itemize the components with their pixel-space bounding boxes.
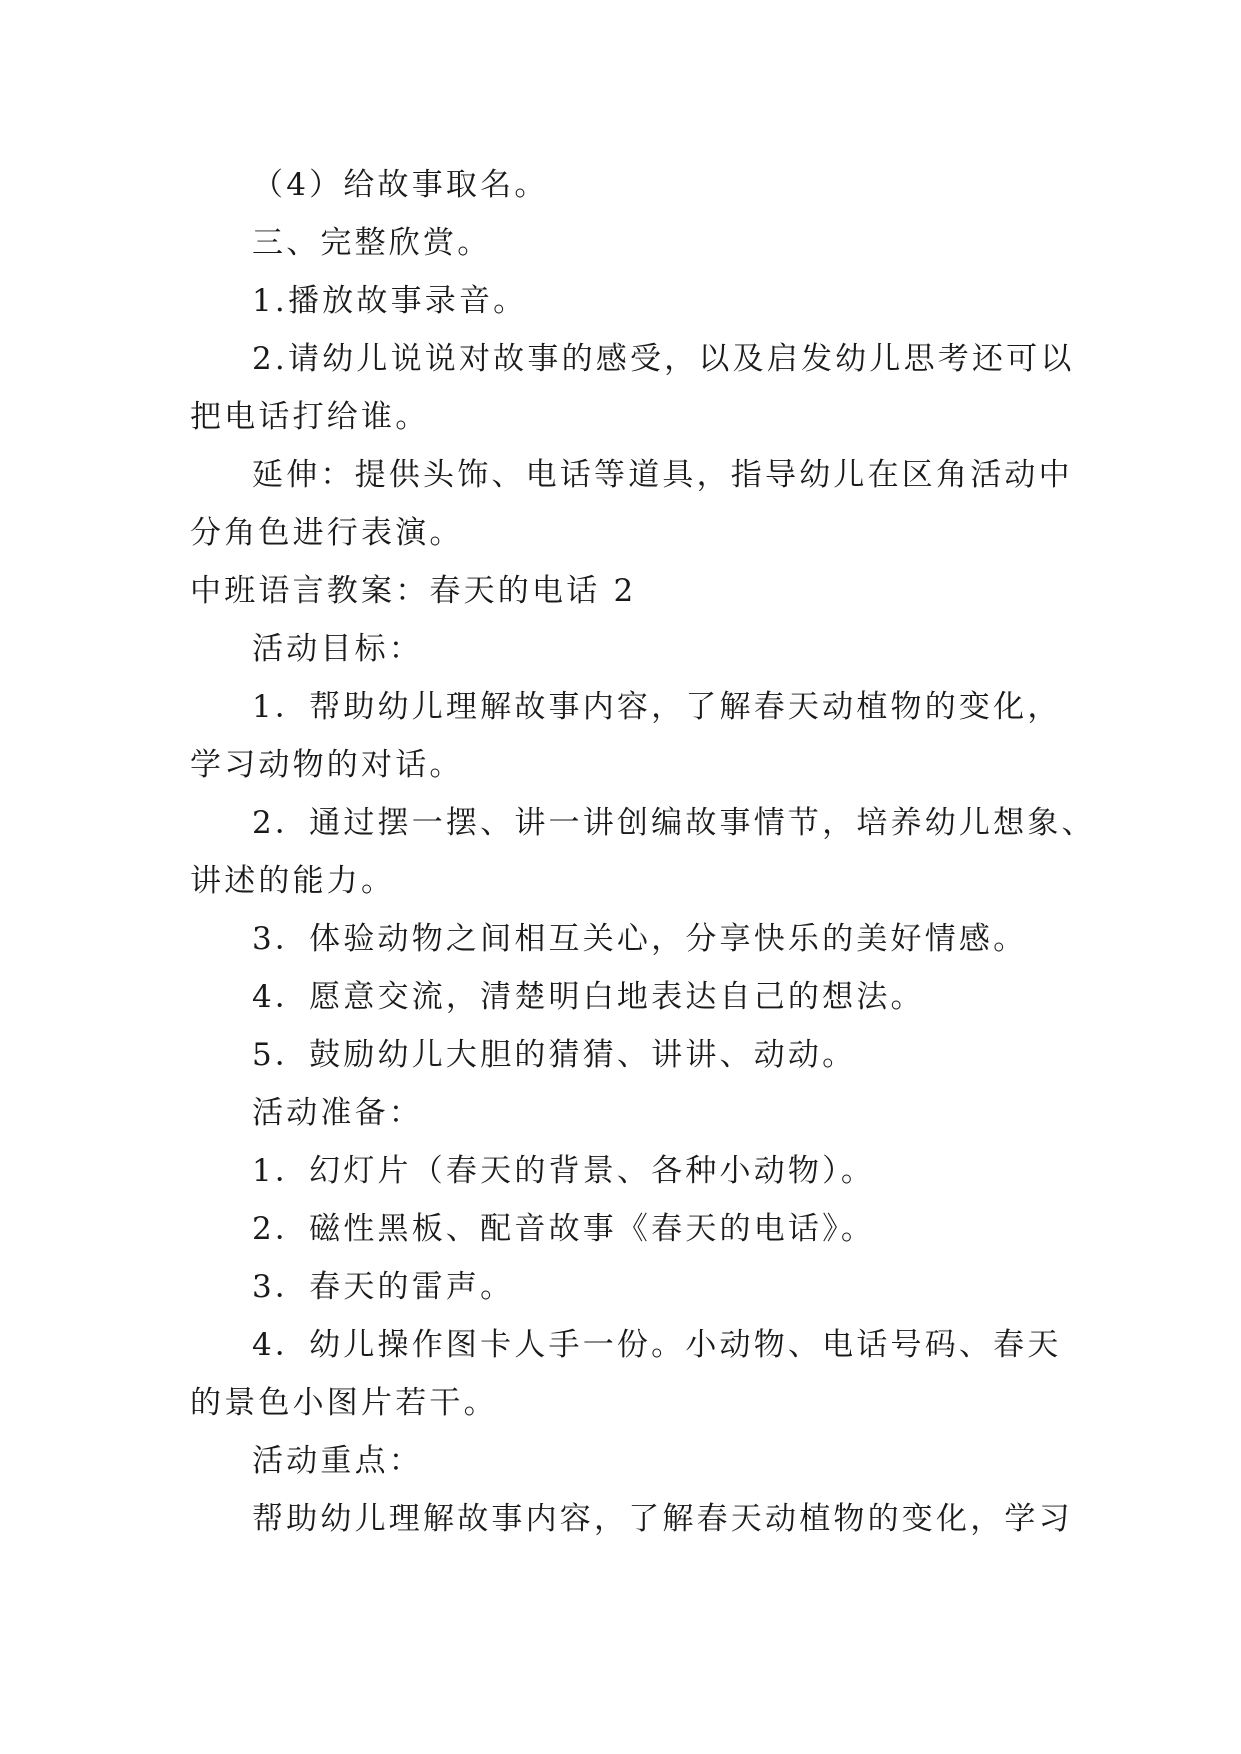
text-line: 活动准备： <box>252 1095 423 1131</box>
text-line: 学习动物的对话。 <box>190 747 464 783</box>
text-line: （4）给故事取名。 <box>252 167 549 203</box>
text-line: 2．磁性黑板、配音故事《春天的电话》。 <box>252 1211 876 1247</box>
text-line: 分角色进行表演。 <box>190 515 464 551</box>
text-line: 1.播放故事录音。 <box>252 283 528 319</box>
text-line: 4．幼儿操作图卡人手一份。小动物、电话号码、春天 <box>252 1327 1062 1363</box>
text-line: 4．愿意交流，清楚明白地表达自己的想法。 <box>252 979 925 1015</box>
text-line: 5．鼓励幼儿大胆的猜猜、讲讲、动动。 <box>252 1037 857 1073</box>
text-line: 把电话打给谁。 <box>190 399 430 435</box>
text-line: 三、完整欣赏。 <box>252 225 492 261</box>
text-line: 的景色小图片若干。 <box>190 1385 498 1421</box>
text-line: 活动重点： <box>252 1443 423 1479</box>
text-line: 活动目标： <box>252 631 423 667</box>
section-heading: 中班语言教案：春天的电话 2 <box>190 573 637 609</box>
text-line: 1．幻灯片（春天的背景、各种小动物）。 <box>252 1153 876 1189</box>
text-line: 帮助幼儿理解故事内容，了解春天动植物的变化，学习 <box>252 1501 1073 1537</box>
text-line: 3．体验动物之间相互关心，分享快乐的美好情感。 <box>252 921 1028 957</box>
text-line: 3．春天的雷声。 <box>252 1269 515 1305</box>
text-line: 延伸：提供头饰、电话等道具，指导幼儿在区角活动中 <box>252 457 1073 493</box>
text-line: 2.请幼儿说说对故事的感受，以及启发幼儿思考还可以 <box>252 341 1075 377</box>
text-line: 1．帮助幼儿理解故事内容，了解春天动植物的变化， <box>252 689 1062 725</box>
text-line: 2．通过摆一摆、讲一讲创编故事情节，培养幼儿想象、 <box>252 805 1096 841</box>
text-line: 讲述的能力。 <box>190 863 396 899</box>
